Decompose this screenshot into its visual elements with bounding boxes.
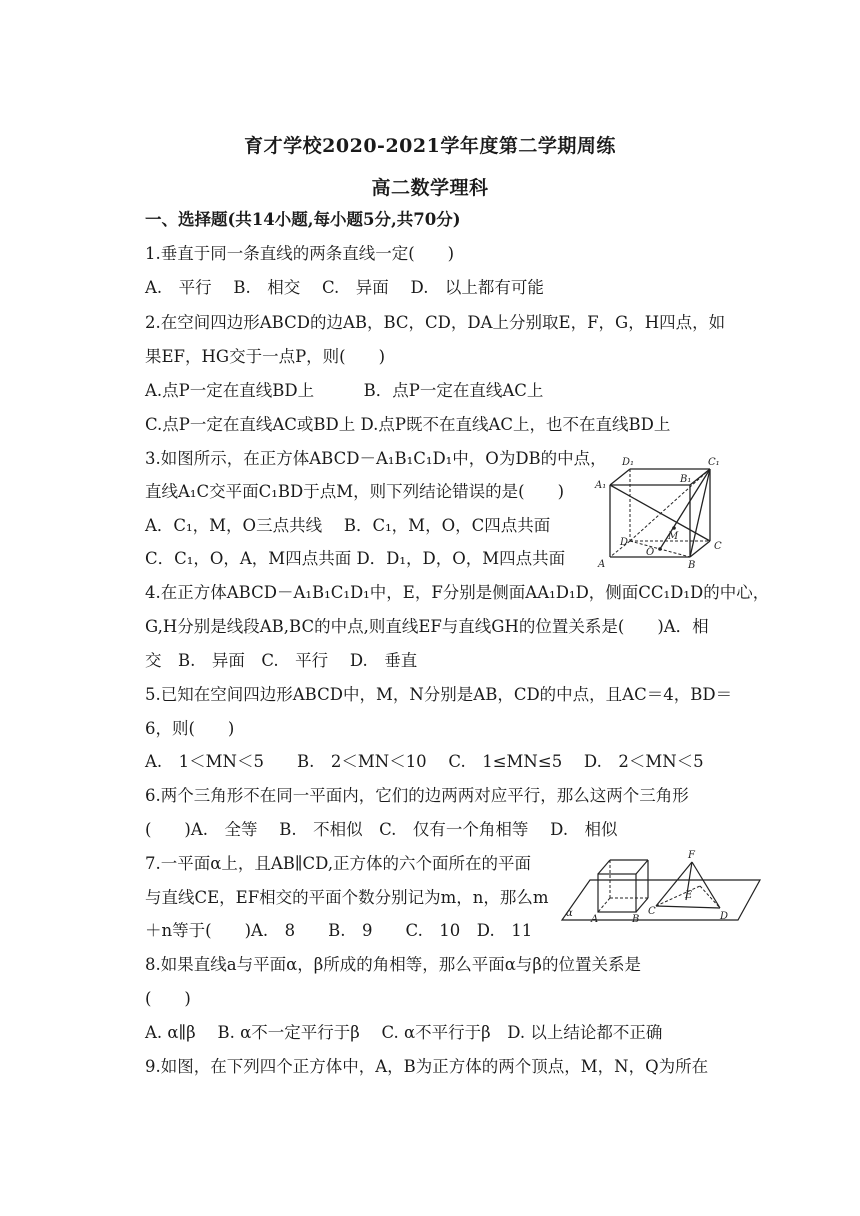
text-line: 与直线CE，EF相交的平面个数分别记为m，n，那么m [145,888,549,907]
section-heading: 一、选择题(共14小题,每小题5分,共70分) [145,210,461,229]
label-o: O [646,547,655,558]
text-line: C．C₁，O，A，M四点共面 D．D₁，D，O，M四点共面 [145,549,566,568]
label-a: A [598,559,606,570]
text-line: 3.如图所示，在正方体ABCD－A₁B₁C₁D₁中，O为DB的中点， [145,449,607,468]
text-line: G,H分别是线段AB,BC的中点,则直线EF与直线GH的位置关系是( )A．相 [145,617,709,636]
document-title: 育才学校2020-2021学年度第二学期周练 [244,135,616,157]
text-line: ＋n等于( )A. 8 B. 9 C. 10 D. 11 [145,921,533,940]
label-d2: D [720,911,729,922]
text-line: 2.在空间四边形ABCD的边AB，BC，CD，DA上分别取E，F，G，H四点，如 [145,313,726,332]
text-line: A.点P一定在直线BD上 B．点P一定在直线AC上 [145,381,544,400]
label-b: B [688,560,696,570]
text-line: 交 B. 异面 C. 平行 D. 垂直 [145,651,418,670]
label-b2: B [632,914,640,925]
text-line: 9.如图，在下列四个正方体中，A，B为正方体的两个顶点，M，N，Q为所在 [145,1057,709,1076]
text-line: 7.一平面α上，且AB∥CD,正方体的六个面所在的平面 [145,854,532,873]
label-c2: C [648,906,656,917]
text-line: A. 1＜MN＜5 B. 2＜MN＜10 C. 1≤MN≤5 D. 2＜MN＜5 [145,752,704,771]
label-d: D [620,537,629,548]
label-c: C [714,541,722,552]
text-line: 直线A₁C交平面C₁BD于点M，则下列结论错误的是( ) [145,482,565,501]
text-line: C.点P一定在直线AC或BD上 D.点P既不在直线AC上，也不在直线BD上 [145,415,671,434]
text-line: A. 平行 B. 相交 C. 异面 D. 以上都有可能 [145,278,544,297]
text-line: ( ) [145,989,191,1008]
label-c1: C₁ [708,457,720,468]
label-a1: A₁ [595,480,607,491]
text-line: 6，则( ) [145,719,235,738]
plane-figure [560,848,765,928]
text-line: 5.已知在空间四边形ABCD中，M，N分别是AB，CD的中点，且AC＝4，BD＝ [145,685,733,704]
text-line: ( )A. 全等 B. 不相似 C. 仅有一个角相等 D. 相似 [145,820,618,839]
label-m: M [668,531,679,542]
text-line: A. α∥β B. α不一定平行于β C. α不平行于β D. 以上结论都不正确 [145,1023,663,1042]
label-d1: D₁ [622,457,635,468]
label-a2: A [591,914,599,925]
label-b1: B₁ [680,474,692,485]
text-line: 1.垂直于同一条直线的两条直线一定( ) [145,244,455,263]
cube-figure [590,455,730,570]
document-subtitle: 高二数学理科 [371,177,489,199]
text-line: 果EF，HG交于一点P，则( ) [145,347,386,366]
label-f: F [688,850,695,861]
label-e: E [685,890,693,901]
text-line: 6.两个三角形不在同一平面内，它们的边两两对应平行，那么这两个三角形 [145,786,689,805]
text-line: 8.如果直线a与平面α，β所成的角相等，那么平面α与β的位置关系是 [145,955,641,974]
text-line: 4.在正方体ABCD－A₁B₁C₁D₁中，E，F分别是侧面AA₁D₁D，侧面CC₁D₁D的中心， [145,583,770,602]
text-line: A．C₁，M，O三点共线 B．C₁，M，O，C四点共面 [145,516,551,535]
label-alpha: α [566,908,573,919]
